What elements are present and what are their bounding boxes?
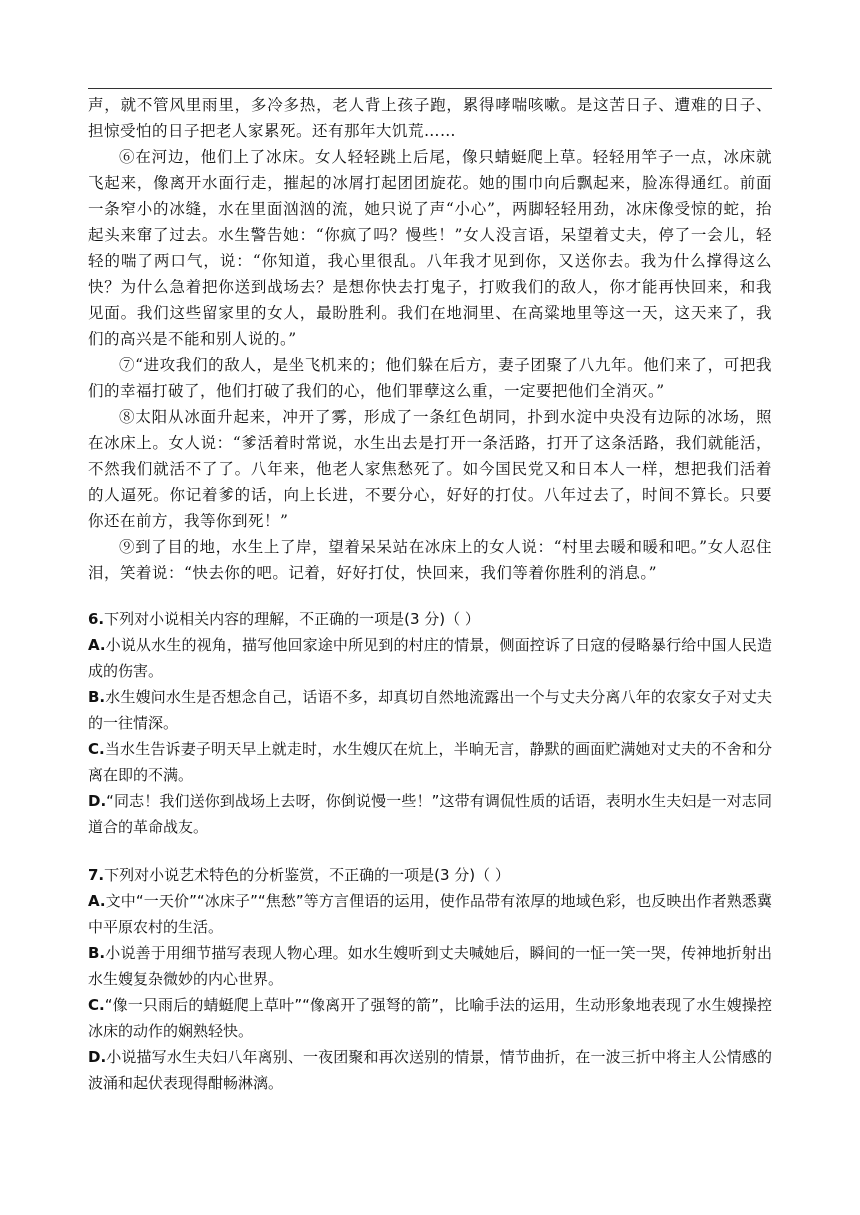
option-letter: D. bbox=[88, 1048, 107, 1066]
question-7 bbox=[88, 862, 772, 1096]
question-number: 6. bbox=[88, 610, 105, 628]
passage-paragraph-6: ⑥在河边，他们上了冰床。女人轻轻跳上后尾，像只蜻蜓爬上草。轻轻用竿子一点，冰床就飞起来，像离开水面行走，摧起的冰屑打起团团旋花。她的围巾向后飘起来，脸冻得通红。前面一条窄小的冰缝，水在里面汹汹的流，她只说了声“小心”，两脚轻轻用劲，冰床像受惊的蛇，抬起头来窜了过去。水生警告她：“你疯了吗？慢些！”女人没言语，呆望着丈夫，停了一会儿，轻轻的喘了两口气，说：“你知道，我心里很乱。八年我才见到你，又送你去。我为什么撑得这么快？为什么急着把你送到战场去？是想你快去打鬼子，打败我们的敌人，你才能再快回来，和我见面。我们这些留家里的女人，最盼胜利。我们在地洞里、在高粱地里等这一天，这天来了，我们的高兴是不能和别人说的。” bbox=[88, 148, 772, 348]
option-d bbox=[88, 788, 772, 840]
option-text: 水生嫂问水生是否想念自己，话语不多，却真切自然地流露出一个与丈夫分离八年的农家女子对丈夫的一往情深。 bbox=[88, 688, 772, 732]
passage-paragraph-8: ⑧太阳从冰面升起来，冲开了雾，形成了一条红色胡同，扑到水淀中央没有边际的冰场，照在冰床上。女人说：“爹活着时常说，水生出去是打开一条活路，打开了这条活路，我们就能活，不然我们就活不了了。八年来，他老人家焦愁死了。如今国民党又和日本人一样，想把我们活着的人逼死。你记着爹的话，向上长进，不要分心，好好的打仗。八年过去了，时间不算长。只要你还在前方，我等你到死！” bbox=[88, 408, 772, 530]
option-letter: B. bbox=[88, 944, 106, 962]
option-a bbox=[88, 632, 772, 684]
option-letter: D. bbox=[88, 792, 107, 810]
option-d bbox=[88, 1044, 772, 1096]
question-number: 7. bbox=[88, 866, 105, 884]
passage-paragraph-9: ⑨到了目的地，水生上了岸，望着呆呆站在冰床上的女人说：“村里去暖和暖和吧。”女人忍住泪，笑着说：“快去你的吧。记着，好好打仗，快回来，我们等着你胜利的消息。” bbox=[88, 538, 772, 582]
option-b bbox=[88, 684, 772, 736]
option-letter: A. bbox=[88, 636, 106, 654]
passage bbox=[88, 92, 772, 586]
option-c bbox=[88, 992, 772, 1044]
option-text: 当水生告诉妻子明天早上就走时，水生嫂仄在炕上，半晌无言，静默的画面贮满她对丈夫的不舍和分离在即的不满。 bbox=[88, 740, 772, 784]
passage-paragraph-continued: 声，就不管风里雨里，多冷多热，老人背上孩子跑，累得哮喘咳嗽。是这苦日子、遭难的日子、担惊受怕的日子把老人家累死。还有那年大饥荒…… bbox=[88, 96, 772, 140]
option-text: “同志！我们送你到战场上去呀，你倒说慢一些！”这带有调侃性质的话语，表明水生夫妇是一对志同道合的革命战友。 bbox=[88, 792, 772, 836]
passage-paragraph-7: ⑦“进攻我们的敌人，是坐飞机来的；他们躲在后方，妻子团聚了八九年。他们来了，可把我们的幸福打破了，他们打破了我们的心，他们罪孽这么重，一定要把他们全消灭。” bbox=[88, 356, 772, 400]
option-letter: A. bbox=[88, 892, 106, 910]
question-6 bbox=[88, 606, 772, 840]
question-text: 下列对小说艺术特色的分析鉴赏，不正确的一项是(3 分)（ ） bbox=[104, 866, 510, 884]
option-text: “像一只雨后的蜻蜓爬上草叶”“像离开了强弩的箭”，比喻手法的运用，生动形象地表现了水生嫂操控冰床的动作的娴熟轻快。 bbox=[88, 996, 772, 1040]
option-c bbox=[88, 736, 772, 788]
option-a bbox=[88, 888, 772, 940]
option-letter: C. bbox=[88, 740, 105, 758]
option-text: 小说描写水生夫妇八年离别、一夜团聚和再次送别的情景，情节曲折，在一波三折中将主人公情感的波涌和起伏表现得酣畅淋漓。 bbox=[88, 1048, 772, 1092]
option-text: 小说从水生的视角，描写他回家途中所见到的村庄的情景，侧面控诉了日寇的侵略暴行给中国人民造成的伤害。 bbox=[88, 636, 772, 680]
option-text: 小说善于用细节描写表现人物心理。如水生嫂听到丈夫喊她后，瞬间的一怔一笑一哭，传神地折射出水生嫂复杂微妙的内心世界。 bbox=[88, 944, 772, 988]
question-stem bbox=[88, 862, 772, 888]
question-stem bbox=[88, 606, 772, 632]
option-letter: C. bbox=[88, 996, 105, 1014]
option-text: 文中“一天价”“冰床子”“焦愁”等方言俚语的运用，使作品带有浓厚的地域色彩，也反映出作者熟悉冀中平原农村的生活。 bbox=[88, 892, 772, 936]
header-rule bbox=[88, 88, 772, 89]
option-b bbox=[88, 940, 772, 992]
question-text: 下列对小说相关内容的理解，不正确的一项是(3 分)（ ） bbox=[104, 610, 480, 628]
option-letter: B. bbox=[88, 688, 106, 706]
